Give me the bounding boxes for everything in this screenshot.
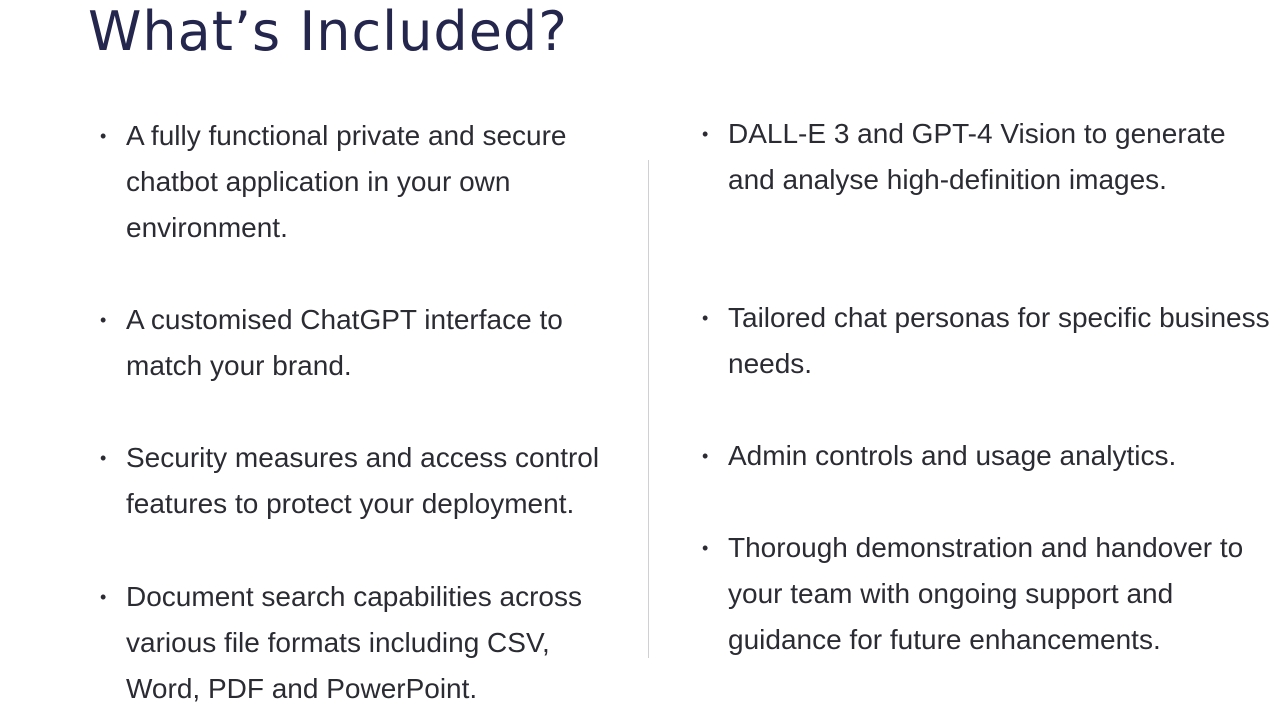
slide-title: What’s Included? xyxy=(88,0,568,63)
list-item xyxy=(100,435,620,527)
list-item-text: DALL-E 3 and GPT-4 Vision to generate and analyse high-definition images. xyxy=(728,118,1226,195)
list-item xyxy=(100,574,620,712)
list-item-text: Admin controls and usage analytics. xyxy=(728,440,1177,471)
list-item-text: A fully functional private and secure chatbot application in your own environment. xyxy=(126,120,567,243)
list-item-text: Security measures and access control features to protect your deployment. xyxy=(126,442,600,519)
list-item xyxy=(100,113,620,251)
list-item xyxy=(702,433,1272,479)
list-item xyxy=(100,297,620,389)
list-item-text: Thorough demonstration and handover to your team with ongoing support and guidance for future enhancements. xyxy=(728,532,1244,655)
list-item xyxy=(702,295,1272,387)
list-item xyxy=(702,525,1272,663)
bullet-icon: • xyxy=(702,308,709,328)
list-item-text: A customised ChatGPT interface to match your brand. xyxy=(126,304,563,381)
list-item-text: Tailored chat personas for specific business needs. xyxy=(728,302,1270,379)
bullet-icon: • xyxy=(702,124,709,144)
list-item-text: Document search capabilities across various file formats including CSV, Word, PDF and PowerPoint. xyxy=(126,581,582,704)
bullet-icon: • xyxy=(100,587,107,607)
bullet-icon: • xyxy=(100,126,107,146)
column-divider xyxy=(648,160,649,658)
bullet-icon: • xyxy=(702,446,709,466)
bullet-icon: • xyxy=(702,538,709,558)
list-item xyxy=(702,111,1272,203)
bullet-icon: • xyxy=(100,310,107,330)
bullet-icon: • xyxy=(100,448,107,468)
